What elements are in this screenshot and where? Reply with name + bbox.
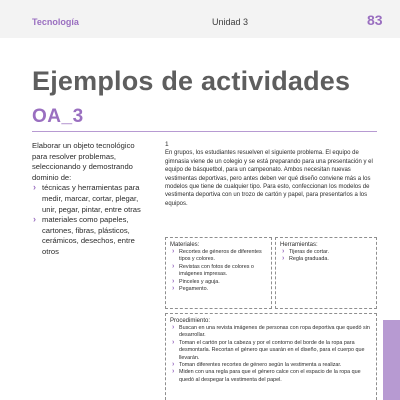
procedure-box [165, 313, 377, 400]
learning-objective [32, 141, 150, 258]
list-item: › Pegamento. [170, 286, 267, 293]
objective-bullet: › técnicas y herramientas para medir, marcar, cortar, plegar, unir, pegar, pintar, entre otras [32, 183, 150, 215]
list-item: › Toman diferentes recortes de género según la vestimenta a realizar. [170, 362, 372, 369]
list-item: › Revistas con fotos de colores o imágenes impresas. [170, 264, 267, 279]
list-item: › Pinceles y aguja. [170, 279, 267, 286]
procedure-title: Procedimiento: [170, 318, 211, 324]
page-number: 83 [367, 12, 383, 28]
list-item: › Regla graduada. [280, 256, 372, 263]
subject-label: Tecnología [32, 17, 79, 27]
materials-list [170, 249, 267, 293]
oa-code: OA_3 [32, 106, 84, 127]
activity-description [165, 141, 377, 208]
side-tab [383, 320, 400, 400]
tools-title: Herramientas: [280, 242, 318, 248]
list-item: › Tijeras de cortar. [280, 249, 372, 256]
list-item: › Miden con una regla para que el género calce con el espacio de la ropa que quedó al despegar la vestimenta del papel. [170, 369, 372, 384]
section-divider [32, 131, 377, 132]
objective-bullet: › materiales como papeles, cartones, fibras, plásticos, cerámicos, desechos, entre otros [32, 215, 150, 257]
list-item: › Buscan en una revista imágenes de personas con ropa deportiva que quedó sin desarrollar. [170, 325, 372, 340]
unit-label: Unidad 3 [212, 17, 249, 27]
materials-title: Materiales: [170, 242, 200, 248]
tools-list [280, 249, 372, 264]
list-item: › Toman el cartón por la cabeza y por el contorno del borde de la ropa para desmontarla. Recortan el género que usarán en el diseño, para el cuerpo que llevarán. [170, 340, 372, 362]
tools-box [275, 237, 377, 309]
materials-box [165, 237, 272, 309]
objective-intro: Elaborar un objeto tecnológico para resolver problemas, seleccionando y demostrando dominio de: [32, 141, 135, 182]
procedure-list [170, 325, 372, 384]
activity-text: En grupos, los estudiantes resuelven el siguiente problema. El equipo de gimnasia viene de un colegio y se está preparando para una presentación y el equipo de básquetbol, para un campeonato. Ambos necesitan nuevas vestimentas deportivas, pero antes deben ver qué diseño conviene más a los modelos que tiene de cualquier tipo. Para esto, confeccionan los modelos de vestimenta deportiva con un trozo de cartón y papel, para presentarlos a los equipos. [165, 150, 373, 207]
page-title: Ejemplos de actividades [32, 66, 351, 96]
activity-number: 1 [165, 141, 169, 148]
list-item: › Recortes de géneros de diferentes tipos y colores. [170, 249, 267, 264]
